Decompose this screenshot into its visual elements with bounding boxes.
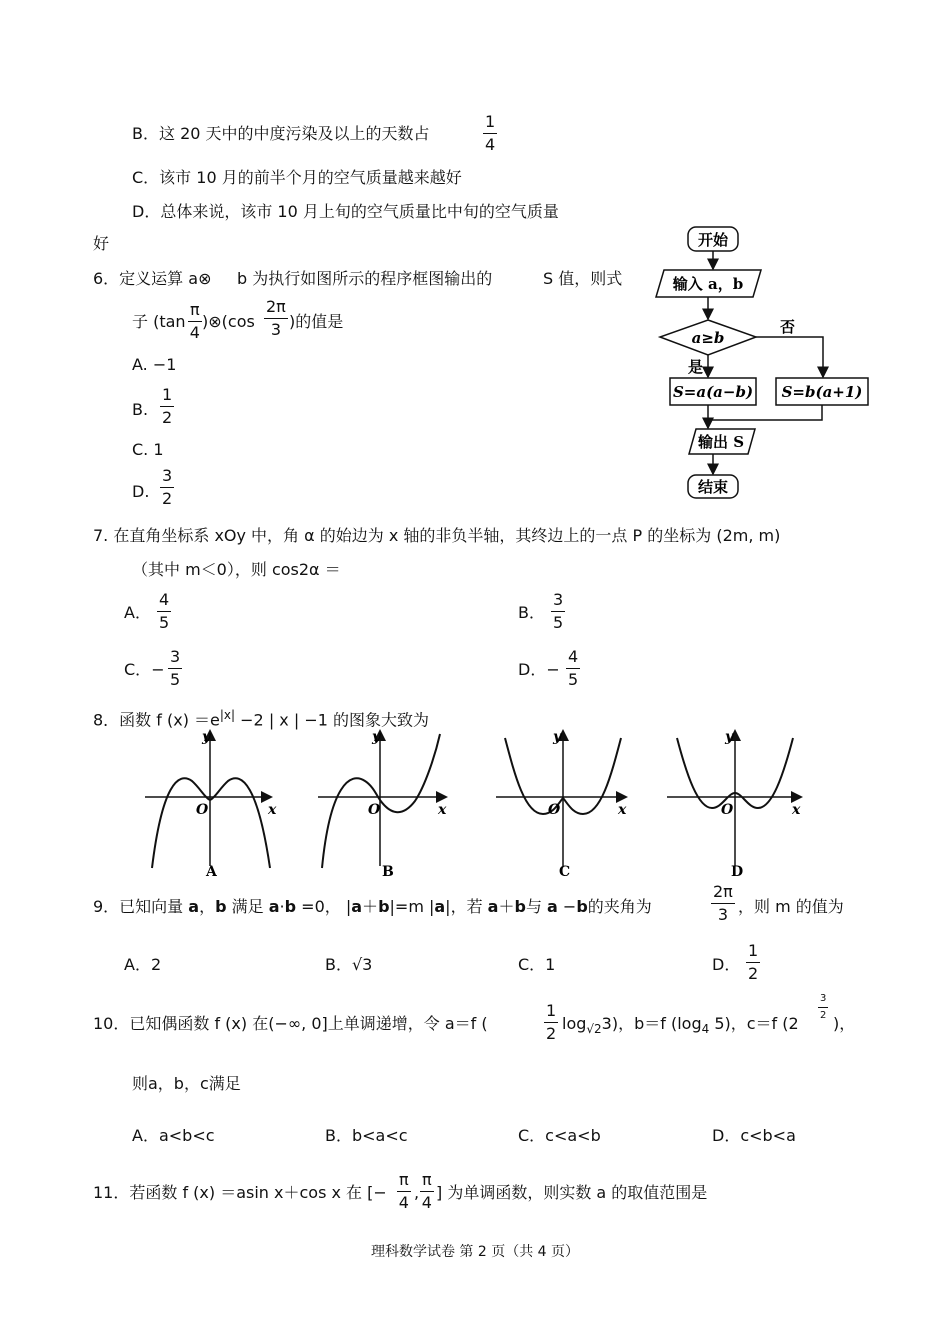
q7-option-c-label: C．−: [124, 660, 165, 679]
flowchart-input-label: 输入 a，b: [672, 275, 744, 293]
flowchart-right-label: S=b(a+1): [781, 383, 863, 401]
q7-stem: 7. 在直角坐标系 xOy 中，角 α 的始边为 x 轴的非负半轴，其终边上的一点 P 的坐标为 (2m, m): [93, 526, 781, 545]
q10-fraction-half: $\frac{1}{2}$: [546, 1001, 557, 1043]
graph-b: [318, 729, 447, 880]
q9-option-b: B．√3: [325, 955, 373, 974]
q7-option-d-label: D．−: [518, 660, 560, 679]
flowchart: [648, 222, 874, 500]
q5-option-c: C．该市 10 月的前半个月的空气质量越来越好: [132, 168, 462, 187]
flowchart-start-label: 开始: [697, 231, 729, 249]
graph-b-y-label: y: [372, 729, 381, 745]
q10-option-c: C．c<a<b: [518, 1126, 601, 1145]
graph-c-x-label: x: [618, 802, 627, 818]
q6-option-c: C. 1: [132, 440, 164, 459]
graph-d-x-label: x: [792, 802, 801, 818]
q6-fraction-pi-4: $\frac{\pi}{4}$: [189, 300, 200, 342]
q7-option-c-fraction: $\frac{3}{5}$: [170, 647, 181, 689]
q6-option-a: A. −1: [132, 355, 177, 374]
q11-fraction-1: $\frac{\pi}{4}$: [398, 1170, 409, 1212]
q11-stem-part1: 11．若函数 f (x) ＝asin x＋cos x 在 [−: [93, 1183, 387, 1202]
q10-option-b: B．b<a<c: [325, 1126, 408, 1145]
q6-option-d-label: D.: [132, 482, 150, 501]
q9-option-d-label: D．: [712, 955, 741, 974]
q6-option-d-fraction: $\frac{3}{2}$: [162, 466, 173, 508]
graph-c: [496, 729, 627, 880]
flowchart-output-label: 输出 S: [697, 433, 745, 451]
flowchart-condition-label: a≥b: [691, 329, 725, 347]
q6-expression-mid: )⊗(cos: [202, 312, 255, 331]
q9-stem-end: ，则 m 的值为: [738, 897, 844, 916]
graph-c-y-label: y: [553, 729, 562, 745]
q10-stem-part2: $\log_{√2}3$)，b＝f ($\log_4$ 5)，c＝f (2: [562, 1014, 799, 1037]
q6-stem-a: 6．定义运算 a⊗: [93, 269, 212, 288]
q7-option-b-fraction: $\frac{3}{5}$: [553, 590, 564, 632]
q7-stem-cont: （其中 m＜0），则 cos2α ＝: [132, 560, 341, 579]
q8-stem: 8．函数 f $(x) =e^{|x|} -2$ | x | −1 的图象大致为: [93, 708, 430, 730]
graph-a: [145, 729, 277, 880]
graph-c-origin: O: [548, 802, 561, 818]
q6-fraction-2pi-3: $\frac{2\pi}{3}$: [266, 297, 286, 339]
graph-a-x-label: x: [268, 802, 277, 818]
q9-option-c: C．1: [518, 955, 556, 974]
q10-option-d: D．c<b<a: [712, 1126, 796, 1145]
q7-option-a-label: A．: [124, 603, 151, 622]
q7-option-d-fraction: $\frac{4}{5}$: [568, 647, 579, 689]
q7-option-a-fraction: $\frac{4}{5}$: [159, 590, 170, 632]
q10-stem-part3: )，: [833, 1014, 856, 1033]
q7-option-b-label: B．: [518, 603, 545, 622]
q11-comma: ,: [414, 1183, 420, 1202]
graph-a-origin: O: [196, 802, 209, 818]
flowchart-no-label: 否: [780, 318, 796, 336]
q9-stem: 9．已知向量 a，b 满足 a·b =0， |a＋b|=m |a|，若 a＋b与 a −b的夹角为: [93, 897, 652, 916]
q6-expression-pre: 子 (tan: [132, 312, 186, 331]
q5-option-d-continuation: 好: [93, 234, 110, 253]
q11-stem-part2: ] 为单调函数，则实数 a 的取值范围是: [436, 1183, 708, 1202]
graph-d-letter: D: [731, 864, 744, 880]
q5-option-b: B．这 20 天中的中度污染及以上的天数占: [132, 124, 430, 143]
q10-option-a: A．a<b<c: [132, 1126, 215, 1145]
graph-b-letter: B: [382, 864, 394, 880]
graph-a-letter: A: [206, 864, 217, 880]
q5-option-d: D．总体来说，该市 10 月上旬的空气质量比中旬的空气质量: [132, 202, 559, 221]
q6-expression-post: )的值是: [289, 312, 344, 331]
q9-fraction-2pi-3: $\frac{2\pi}{3}$: [713, 882, 733, 924]
q10-stem-part4: 则a，b，c满足: [132, 1074, 241, 1093]
graph-d: [667, 729, 801, 880]
q6-stem-c: S 值，则式: [543, 269, 623, 288]
graph-d-origin: O: [721, 802, 734, 818]
q9-option-a: A．2: [124, 955, 162, 974]
q6-stem-b: b 为执行如图所示的程序框图输出的: [237, 269, 493, 288]
graph-b-x-label: x: [438, 802, 447, 818]
flowchart-yes-label: 是: [688, 358, 704, 376]
q11-fraction-2: $\frac{\pi}{4}$: [421, 1170, 432, 1212]
q8-graphs: [140, 726, 810, 882]
q9-option-d-fraction: $\frac{1}{2}$: [748, 941, 759, 983]
q6-option-b-fraction: $\frac{1}{2}$: [162, 385, 173, 427]
q6-option-b-label: B.: [132, 400, 149, 419]
q10-stem-part1: 10．已知偶函数 f (x) 在(−∞, 0]上单调递增，令 a＝f (: [93, 1014, 488, 1033]
flowchart-left-label: S=a(a−b): [672, 383, 754, 401]
page-footer: 理科数学试卷 第 2 页（共 4 页）: [370, 1244, 580, 1260]
q5-option-b-fraction: $\frac{1}{4}$: [485, 112, 496, 154]
graph-c-letter: C: [559, 864, 571, 880]
flowchart-end-label: 结束: [697, 478, 729, 496]
graph-d-y-label: y: [725, 729, 734, 745]
graph-a-y-label: y: [202, 729, 211, 745]
graph-b-origin: O: [368, 802, 381, 818]
q10-exponent-fraction: $\frac{3}{2}$: [820, 993, 827, 1021]
